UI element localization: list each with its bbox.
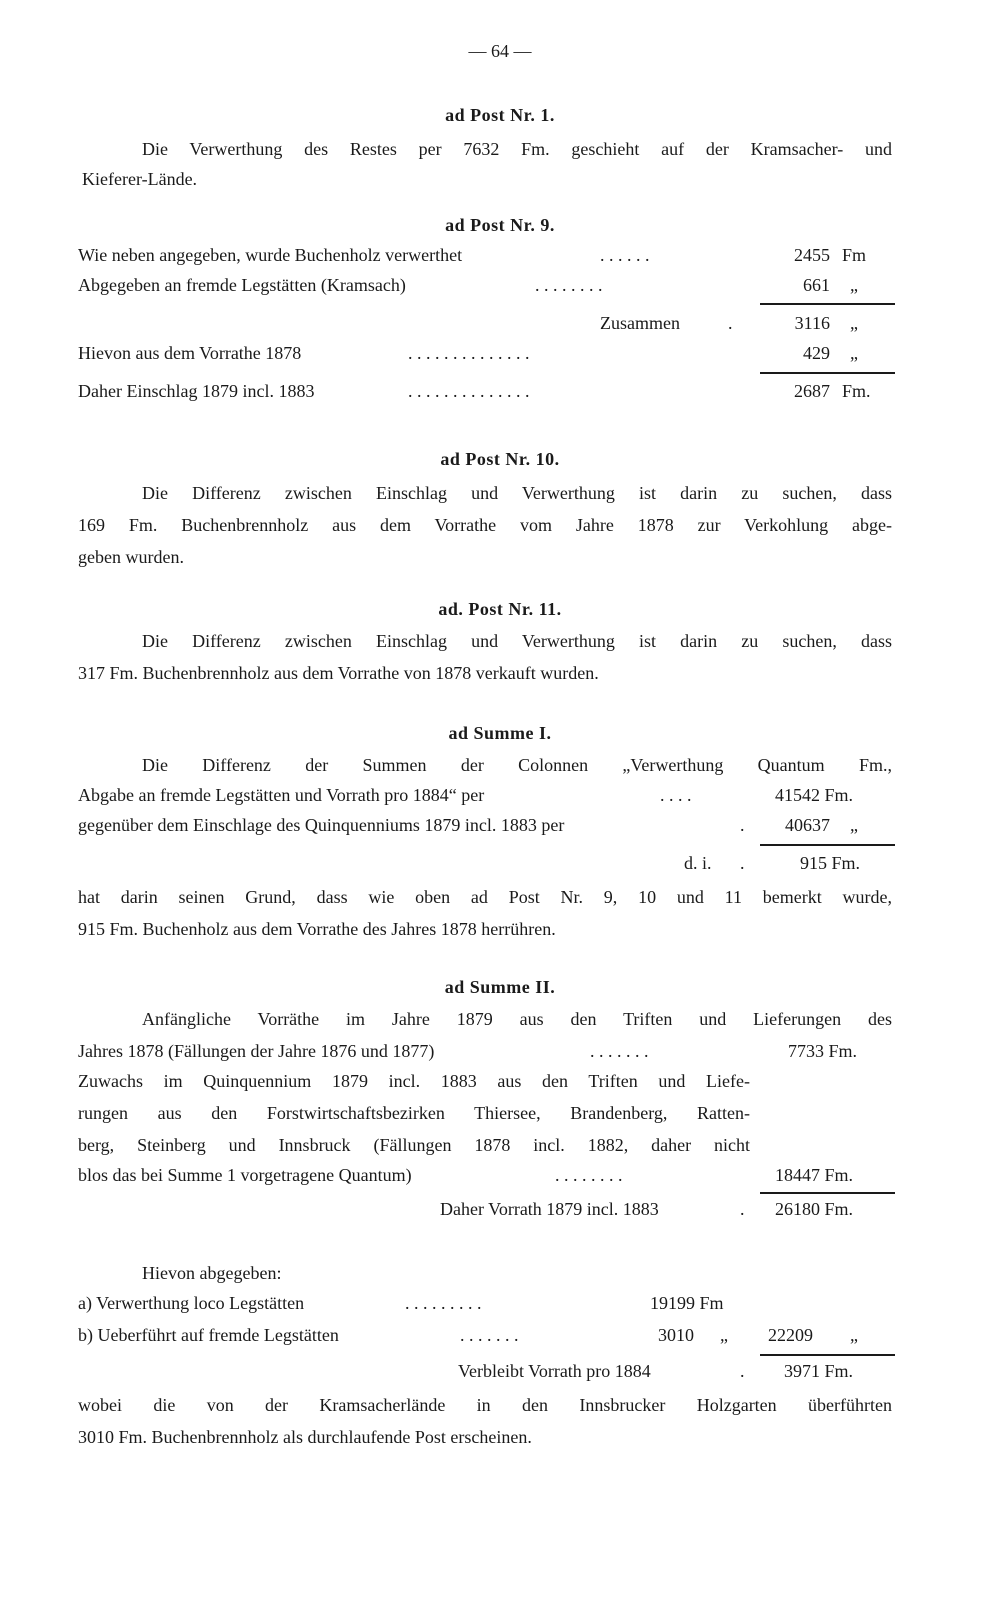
difference-rule (760, 372, 895, 374)
post-10-line-3: geben wurden. (78, 547, 184, 567)
post-9-row-1-unit: Fm (842, 245, 867, 265)
summe-2-hievon: Hievon abgegeben: (142, 1263, 282, 1283)
post-9-row-3-dots: . (728, 313, 733, 333)
summe-2-line-4: rungen aus den Forstwirtschaftsbezirken Thiersee, Brandenberg, Ratten- (78, 1103, 750, 1123)
summe-1-line-6: 915 Fm. Buchenholz aus dem Vorrathe des Jahres 1878 herrühren. (78, 919, 556, 939)
summe-1-line-3-value: 40637 (785, 815, 830, 835)
post-9-row-1-label: Wie neben angegeben, wurde Buchenholz verwerthet (78, 245, 463, 265)
post-9-row-3-value: 3116 (794, 313, 830, 333)
heading-summe-2: ad Summe II. (444, 977, 556, 997)
summe-2-vorrath-dots: . (740, 1199, 745, 1219)
post-1-line-1: Die Verwerthung des Restes per 7632 Fm. geschieht auf der Kramsacher- und (142, 139, 892, 159)
summe-2-b-value: 3010 (658, 1325, 694, 1345)
post-9-row-1-dots: . . . . . . (600, 245, 650, 265)
post-9-row-2-dots: . . . . . . . . (535, 275, 603, 295)
sum-rule (760, 303, 895, 305)
summe-1-line-3-dots: . (740, 815, 745, 835)
summe-2-line-2-value: 7733 Fm. (788, 1041, 858, 1061)
summe-2-closing-2: 3010 Fm. Buchenbrennholz als durchlaufende Post erscheinen. (78, 1427, 532, 1447)
heading-post-10: ad Post Nr. 10. (440, 449, 560, 469)
heading-post-1: ad Post Nr. 1. (445, 105, 555, 125)
summe-2-vorrath-label: Daher Vorrath 1879 incl. 1883 (440, 1199, 659, 1219)
post-9-row-3-unit: „ (850, 313, 858, 333)
summe-2-line-2-label: Jahres 1878 (Fällungen der Jahre 1876 und 1877) (78, 1041, 435, 1061)
summe-2-line-6-label: blos das bei Summe 1 vorgetragene Quantum) (78, 1165, 412, 1185)
summe-2-b-total-unit: „ (850, 1325, 858, 1345)
post-9-row-5-unit: Fm. (842, 381, 871, 401)
summe-2-verbleibt-value: 3971 Fm. (784, 1361, 854, 1381)
summe-1-rule (760, 844, 895, 846)
summe-2-a-value: 19199 Fm (650, 1293, 724, 1313)
summe-1-line-3-unit: „ (850, 815, 858, 835)
summe-1-line-1: Die Differenz der Summen der Colonnen „Verwerthung Quantum Fm., (142, 755, 892, 775)
post-11-line-2: 317 Fm. Buchenbrennholz aus dem Vorrathe von 1878 verkauft wurden. (78, 663, 599, 683)
summe-2-b-dots: . . . . . . . (460, 1325, 519, 1345)
post-10-line-1: Die Differenz zwischen Einschlag und Verwerthung ist darin zu suchen, dass (142, 483, 892, 503)
summe-1-line-2-value: 41542 Fm. (775, 785, 854, 805)
summe-2-b-unit: „ (720, 1325, 728, 1345)
summe-2-line-3: Zuwachs im Quinquennium 1879 incl. 1883 aus den Triften und Liefe- (78, 1071, 750, 1091)
summe-2-closing-1: wobei die von der Kramsacherlände in den Innsbrucker Holzgarten überführten (78, 1395, 892, 1415)
summe-2-rule-1 (760, 1192, 895, 1194)
post-10-line-2: 169 Fm. Buchenbrennholz aus dem Vorrathe vom Jahre 1878 zur Verkohlung abge- (78, 515, 892, 535)
summe-2-line-6-dots: . . . . . . . . (555, 1165, 623, 1185)
summe-2-vorrath-value: 26180 Fm. (775, 1199, 854, 1219)
summe-1-line-3-label: gegenüber dem Einschlage des Quinquenniums 1879 incl. 1883 per (78, 815, 565, 835)
summe-1-di-value: 915 Fm. (800, 853, 861, 873)
post-9-row-5-dots: . . . . . . . . . . . . . . (408, 381, 530, 401)
post-9-row-3-label: Zusammen (600, 313, 680, 333)
summe-2-rule-2 (760, 1354, 895, 1356)
summe-2-line-2-dots: . . . . . . . (590, 1041, 649, 1061)
heading-post-9: ad Post Nr. 9. (445, 215, 555, 235)
summe-1-line-2-label: Abgabe an fremde Legstätten und Vorrath pro 1884“ per (78, 785, 485, 805)
page-number: — 64 — (468, 41, 532, 61)
summe-1-di-dots: . (740, 853, 745, 873)
summe-1-line-5: hat darin seinen Grund, dass wie oben ad Post Nr. 9, 10 und 11 bemerkt wurde, (78, 887, 892, 907)
summe-2-b-total: 22209 (768, 1325, 813, 1345)
heading-summe-1: ad Summe I. (448, 723, 552, 743)
post-1-line-2: Kieferer-Lände. (82, 169, 198, 189)
summe-2-verbleibt-label: Verbleibt Vorrath pro 1884 (458, 1361, 651, 1381)
summe-2-a-dots: . . . . . . . . . (405, 1293, 482, 1313)
summe-2-a-label: a) Verwerthung loco Legstätten (78, 1293, 305, 1313)
summe-1-di-label: d. i. (684, 853, 712, 873)
summe-2-b-label: b) Ueberführt auf fremde Legstätten (78, 1325, 339, 1345)
post-9-row-2-value: 661 (803, 275, 830, 295)
summe-2-verbleibt-dots: . (740, 1361, 745, 1381)
summe-2-line-1: Anfängliche Vorräthe im Jahre 1879 aus den Triften und Lieferungen des (142, 1009, 892, 1029)
post-9-row-5-label: Daher Einschlag 1879 incl. 1883 (78, 381, 315, 401)
summe-2-line-6-value: 18447 Fm. (775, 1165, 854, 1185)
post-9-row-5-value: 2687 (794, 381, 830, 401)
post-9-row-4-value: 429 (803, 343, 830, 363)
post-9-row-2-label: Abgegeben an fremde Legstätten (Kramsach) (78, 275, 406, 295)
post-9-row-4-unit: „ (850, 343, 858, 363)
post-9-row-4-dots: . . . . . . . . . . . . . . (408, 343, 530, 363)
heading-post-11: ad. Post Nr. 11. (438, 599, 562, 619)
post-9-row-2-unit: „ (850, 275, 858, 295)
post-9-row-4-label: Hievon aus dem Vorrathe 1878 (78, 343, 302, 363)
post-11-line-1: Die Differenz zwischen Einschlag und Verwerthung ist darin zu suchen, dass (142, 631, 892, 651)
summe-2-line-5: berg, Steinberg und Innsbruck (Fällungen 1878 incl. 1882, daher nicht (78, 1135, 750, 1155)
post-9-row-1-value: 2455 (794, 245, 830, 265)
summe-1-line-2-dots: . . . . (660, 785, 692, 805)
